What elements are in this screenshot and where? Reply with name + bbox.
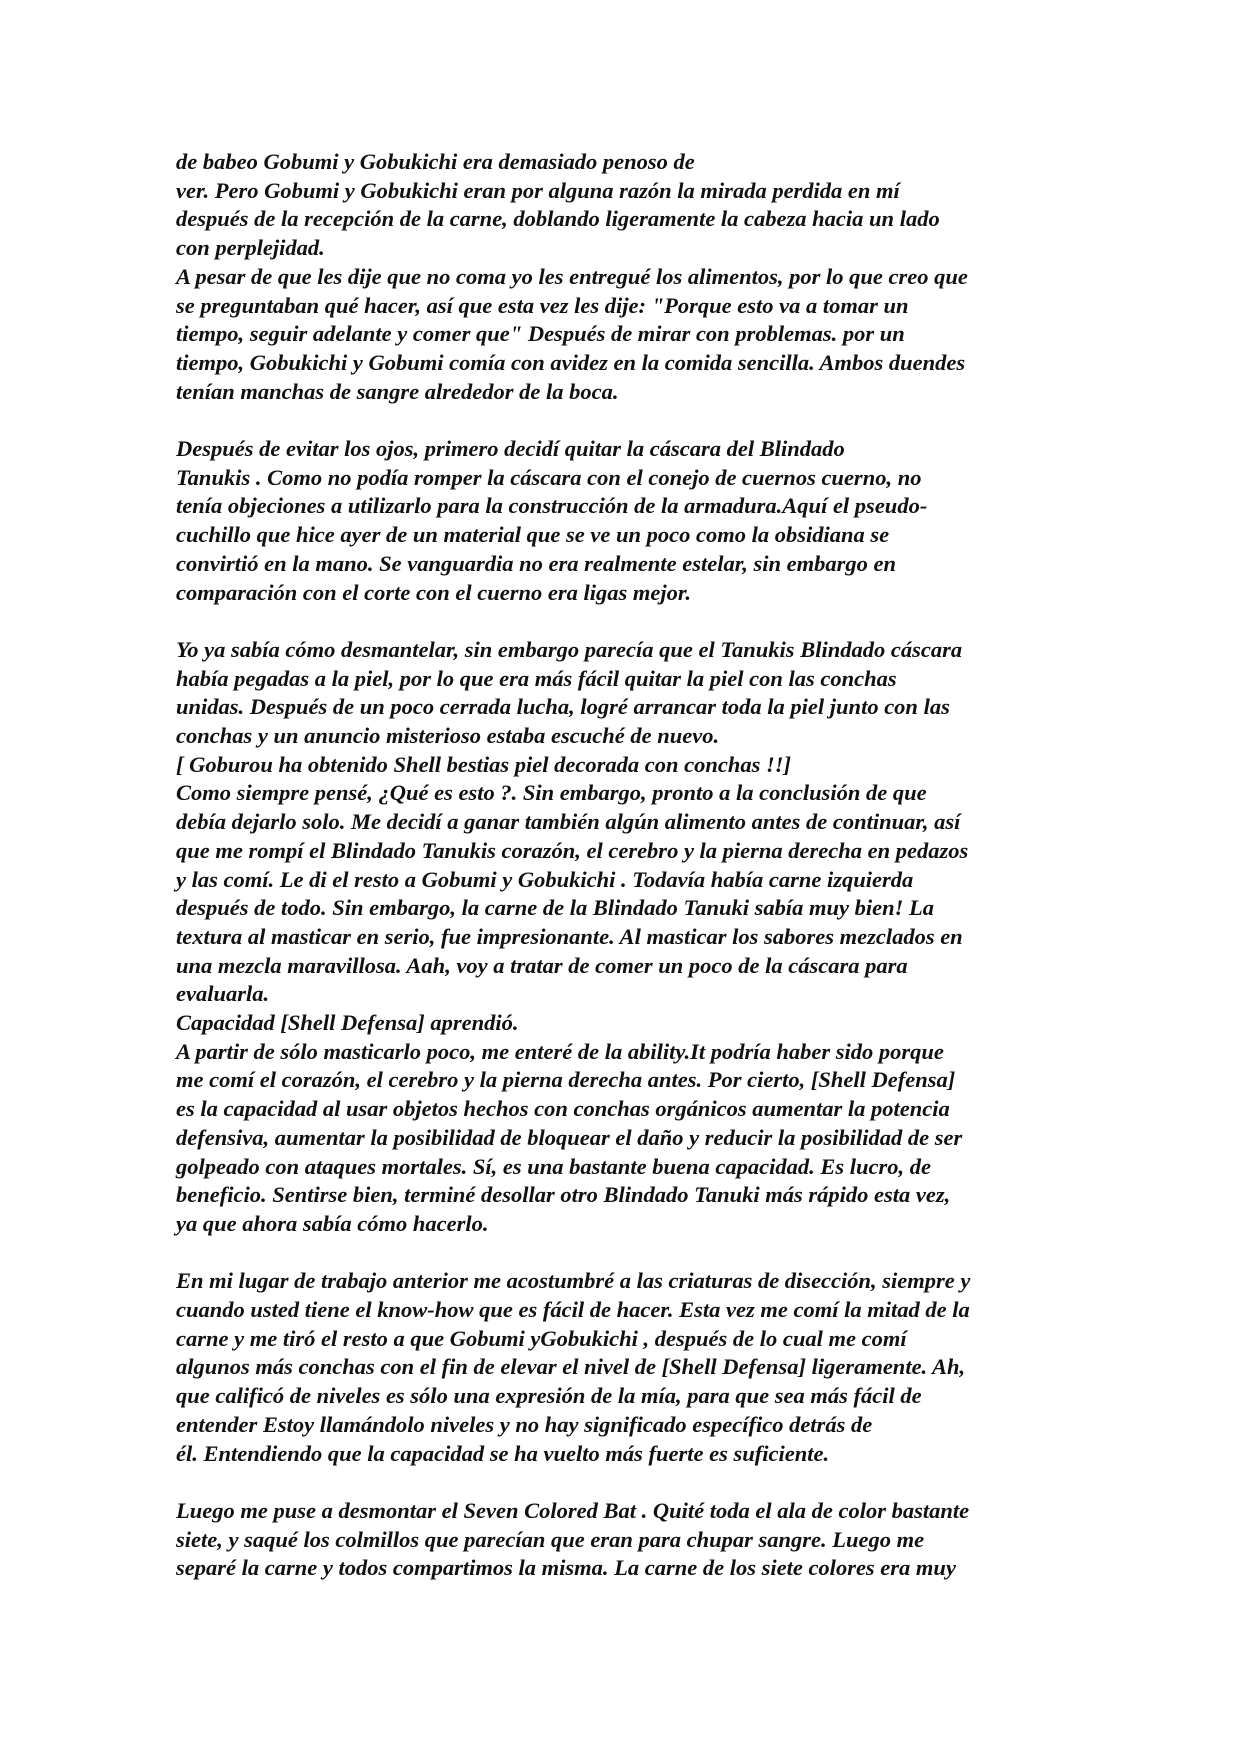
paragraph-4 bbox=[176, 1267, 1064, 1468]
paragraph-gap bbox=[176, 1239, 1064, 1268]
text-line: que me rompí el Blindado Tanukis corazón, el cerebro y la pierna derecha en pedazos bbox=[176, 837, 969, 863]
text-line: con perplejidad. bbox=[176, 235, 325, 261]
text-line: después de todo. Sin embargo, la carne de la Blindado Tanuki sabía muy bien! La bbox=[176, 895, 934, 921]
text-line: carne y me tiró el resto a que Gobumi yGobukichi , después de lo cual me comí bbox=[176, 1325, 907, 1351]
text-line: cuchillo que hice ayer de un material que se ve un poco como la obsidiana se bbox=[176, 522, 890, 548]
text-line: tiempo, seguir adelante y comer que" Después de mirar con problemas. por un bbox=[176, 321, 905, 347]
text-line: textura al masticar en serio, fue impresionante. Al masticar los sabores mezclados en bbox=[176, 923, 963, 949]
text-line: Luego me puse a desmontar el Seven Colored Bat . Quité toda el ala de color bastante bbox=[176, 1497, 970, 1523]
text-line: evaluarla. bbox=[176, 981, 270, 1007]
paragraph-gap bbox=[176, 406, 1064, 435]
document-page bbox=[176, 148, 1064, 1583]
text-line: tenían manchas de sangre alrededor de la boca. bbox=[176, 378, 619, 404]
text-line: defensiva, aumentar la posibilidad de bloquear el daño y reducir la posibilidad de ser bbox=[176, 1124, 963, 1150]
text-line: de babeo Gobumi y Gobukichi era demasiado penoso de bbox=[176, 149, 695, 174]
text-line: [ Goburou ha obtenido Shell bestias piel decorada con conchas !!] bbox=[176, 751, 792, 777]
text-line: entender Estoy llamándolo niveles y no hay significado específico detrás de bbox=[176, 1411, 873, 1437]
paragraph-gap bbox=[176, 1468, 1064, 1497]
text-line: me comí el corazón, el cerebro y la pierna derecha antes. Por cierto, [Shell Defensa] bbox=[176, 1067, 956, 1093]
text-line: había pegadas a la piel, por lo que era más fácil quitar la piel con las conchas bbox=[176, 665, 897, 691]
text-line: ya que ahora sabía cómo hacerlo. bbox=[176, 1210, 489, 1236]
text-line: Capacidad [Shell Defensa] aprendió. bbox=[176, 1010, 519, 1036]
text-line: se preguntaban qué hacer, así que esta vez les dije: "Porque esto va a tomar un bbox=[176, 292, 909, 318]
text-line: comparación con el corte con el cuerno era ligas mejor. bbox=[176, 579, 691, 605]
text-line: ver. Pero Gobumi y Gobukichi eran por alguna razón la mirada perdida en mí bbox=[176, 177, 900, 203]
text-line: siete, y saqué los colmillos que parecían que eran para chupar sangre. Luego me bbox=[176, 1526, 925, 1552]
text-line: En mi lugar de trabajo anterior me acostumbré a las criaturas de disección, siempre y bbox=[176, 1268, 971, 1294]
text-line: convirtió en la mano. Se vanguardia no era realmente estelar, sin embargo en bbox=[176, 550, 897, 576]
text-line: conchas y un anuncio misterioso estaba escuché de nuevo. bbox=[176, 723, 720, 749]
text-line: separé la carne y todos compartimos la misma. La carne de los siete colores era muy bbox=[176, 1555, 956, 1581]
text-line: algunos más conchas con el fin de elevar el nivel de [Shell Defensa] ligeramente. Ah, bbox=[176, 1354, 966, 1380]
text-line: Como siempre pensé, ¿Qué es esto ?. Sin embargo, pronto a la conclusión de que bbox=[176, 780, 927, 806]
text-line: después de la recepción de la carne, doblando ligeramente la cabeza hacia un lado bbox=[176, 206, 940, 232]
text-line: debía dejarlo solo. Me decidí a ganar también algún alimento antes de continuar, así bbox=[176, 809, 961, 835]
text-line: que calificó de niveles es sólo una expresión de la mía, para que sea más fácil de bbox=[176, 1383, 922, 1409]
text-line: Tanukis . Como no podía romper la cáscara con el conejo de cuernos cuerno, no bbox=[176, 464, 922, 490]
text-line: tiempo, Gobukichi y Gobumi comía con avidez en la comida sencilla. Ambos duendes bbox=[176, 349, 966, 375]
paragraph-5 bbox=[176, 1497, 1064, 1583]
text-line: una mezcla maravillosa. Aah, voy a tratar de comer un poco de la cáscara para bbox=[176, 952, 908, 978]
text-line: tenía objeciones a utilizarlo para la construcción de la armadura.Aquí el pseudo- bbox=[176, 493, 928, 519]
text-line: A partir de sólo masticarlo poco, me enteré de la ability.It podría haber sido porque bbox=[176, 1038, 944, 1064]
text-line: Después de evitar los ojos, primero decidí quitar la cáscara del Blindado bbox=[176, 436, 845, 462]
text-line: A pesar de que les dije que no coma yo les entregué los alimentos, por lo que creo que bbox=[176, 263, 968, 289]
text-line: cuando usted tiene el know-how que es fácil de hacer. Esta vez me comí la mitad de la bbox=[176, 1297, 970, 1323]
paragraph-3 bbox=[176, 636, 1064, 1239]
paragraph-2 bbox=[176, 435, 1064, 607]
text-line: Yo ya sabía cómo desmantelar, sin embargo parecía que el Tanukis Blindado cáscara bbox=[176, 636, 963, 662]
text-line: unidas. Después de un poco cerrada lucha, logré arrancar toda la piel junto con las bbox=[176, 694, 950, 720]
text-line: golpeado con ataques mortales. Sí, es una bastante buena capacidad. Es lucro, de bbox=[176, 1153, 932, 1179]
text-line: es la capacidad al usar objetos hechos con conchas orgánicos aumentar la potencia bbox=[176, 1096, 950, 1122]
text-line: y las comí. Le di el resto a Gobumi y Gobukichi . Todavía había carne izquierda bbox=[176, 866, 914, 892]
paragraph-gap bbox=[176, 607, 1064, 636]
paragraph-1 bbox=[176, 148, 1064, 406]
text-line: beneficio. Sentirse bien, terminé desollar otro Blindado Tanuki más rápido esta vez, bbox=[176, 1182, 951, 1208]
text-line: él. Entendiendo que la capacidad se ha vuelto más fuerte es suficiente. bbox=[176, 1440, 830, 1466]
